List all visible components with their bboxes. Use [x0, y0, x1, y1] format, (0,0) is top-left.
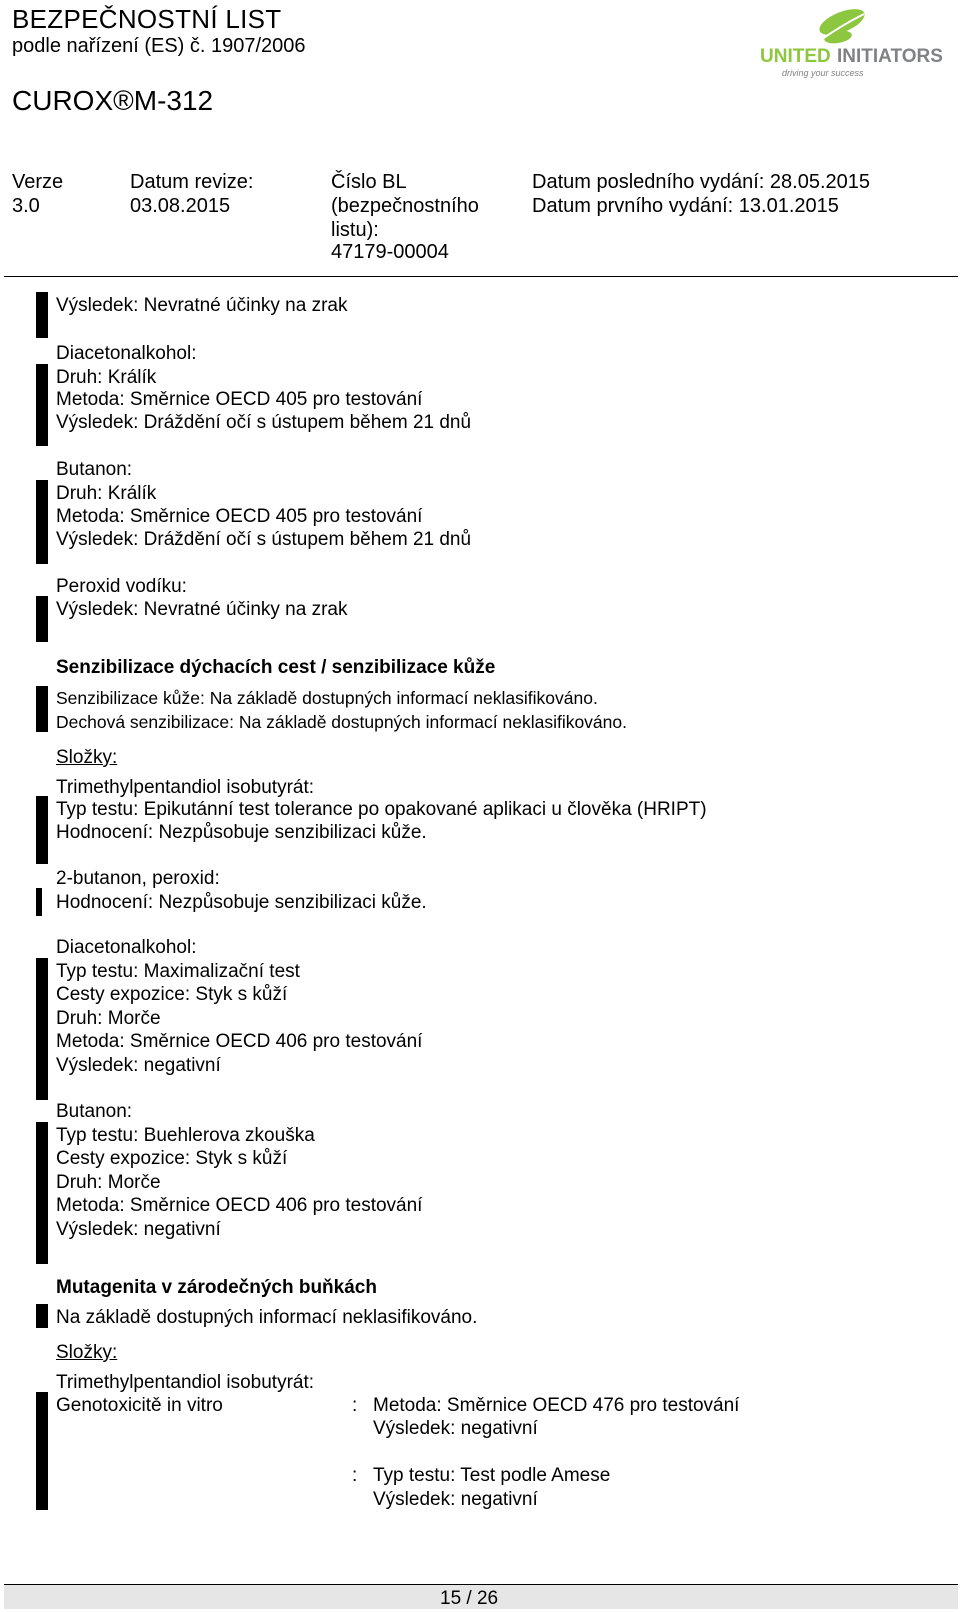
species: Druh: Morče — [56, 1172, 161, 1193]
test-type: Typ testu: Epikutánní test tolerance po opakované aplikaci u člověka (HRIPT) — [56, 799, 707, 820]
test-method: Metoda: Směrnice OECD 476 pro testování — [373, 1395, 740, 1416]
evaluation: Hodnocení: Nezpůsobuje senzibilizaci kůže. — [56, 822, 427, 843]
component-heading: Diacetonalkohol: — [56, 937, 197, 958]
revision-label: Datum revize: — [130, 171, 254, 193]
method: Metoda: Směrnice OECD 406 pro testování — [56, 1031, 423, 1052]
revision-value: 03.08.2015 — [130, 195, 231, 217]
revision-bar — [36, 1392, 48, 1510]
svg-text:driving your success: driving your success — [782, 68, 864, 78]
header-divider — [4, 276, 958, 277]
revision-bar — [36, 686, 48, 732]
svg-text:UNITED: UNITED — [760, 46, 831, 67]
sds-number-label-line2: (bezpečnostního — [331, 195, 479, 217]
revision-bar — [36, 292, 48, 338]
revision-bar — [36, 796, 48, 864]
revision-bar — [36, 1122, 48, 1264]
mutagenicity-statement: Na základě dostupných informací neklasifikováno. — [56, 1307, 478, 1328]
result: Výsledek: negativní — [56, 1055, 221, 1076]
eye-result: Výsledek: Nevratné účinky na zrak — [56, 599, 348, 620]
component-heading: Trimethylpentandiol isobutyrát: — [56, 1372, 315, 1393]
document-title: BEZPEČNOSTNÍ LIST — [12, 4, 282, 34]
first-issue-date: Datum prvního vydání: 13.01.2015 — [532, 195, 839, 217]
species: Druh: Morče — [56, 1008, 161, 1029]
result: Výsledek: negativní — [56, 1219, 221, 1240]
component-heading: 2-butanon, peroxid: — [56, 868, 220, 889]
test-result: Výsledek: negativní — [373, 1418, 538, 1439]
test-result: Výsledek: negativní — [373, 1489, 538, 1510]
eye-species: Druh: Králík — [56, 483, 157, 504]
sds-number-label: Číslo BL — [331, 171, 407, 193]
field-separator: : — [352, 1465, 358, 1486]
eye-result: Výsledek: Dráždění očí s ústupem během 21 dnů — [56, 529, 472, 550]
method: Metoda: Směrnice OECD 406 pro testování — [56, 1195, 423, 1216]
revision-bar — [36, 1304, 48, 1328]
component-heading: Butanon: — [56, 459, 133, 480]
section-heading: Senzibilizace dýchacích cest / senzibilizace kůže — [56, 657, 496, 678]
company-logo — [760, 6, 950, 78]
evaluation: Hodnocení: Nezpůsobuje senzibilizaci kůže. — [56, 892, 427, 913]
revision-bar — [36, 364, 48, 446]
revision-bar — [36, 888, 42, 916]
respiratory-sensitization: Dechová senzibilizace: Na základě dostupných informací neklasifikováno. — [56, 712, 627, 732]
test-type: Typ testu: Maximalizační test — [56, 961, 300, 982]
eye-method: Metoda: Směrnice OECD 405 pro testování — [56, 506, 423, 527]
eye-method: Metoda: Směrnice OECD 405 pro testování — [56, 389, 423, 410]
revision-bar — [36, 480, 48, 564]
components-label: Složky: — [56, 747, 118, 768]
component-heading: Butanon: — [56, 1101, 133, 1122]
component-heading: Trimethylpentandiol isobutyrát: — [56, 777, 315, 798]
last-issue-date: Datum posledního vydání: 28.05.2015 — [532, 171, 871, 193]
section-heading: Mutagenita v zárodečných buňkách — [56, 1277, 377, 1298]
exposure-route: Cesty expozice: Styk s kůží — [56, 984, 288, 1005]
eye-species: Druh: Králík — [56, 367, 157, 388]
revision-bar — [36, 596, 48, 642]
exposure-route: Cesty expozice: Styk s kůží — [56, 1148, 288, 1169]
eye-result: Výsledek: Nevratné účinky na zrak — [56, 295, 348, 316]
sds-number-label-line3: listu): — [331, 219, 379, 241]
version-label: Verze — [12, 171, 64, 193]
logo-leaf-icon — [760, 6, 950, 78]
genotoxicity-label: Genotoxicitě in vitro — [56, 1395, 223, 1416]
revision-bar — [36, 958, 48, 1100]
test-type: Typ testu: Test podle Amese — [373, 1465, 611, 1486]
component-heading: Diacetonalkohol: — [56, 343, 197, 364]
page-number: 15 / 26 — [440, 1588, 499, 1609]
svg-text:INITIATORS: INITIATORS — [837, 46, 943, 67]
skin-sensitization: Senzibilizace kůže: Na základě dostupných informací neklasifikováno. — [56, 688, 598, 708]
product-name: CUROX®M-312 — [12, 85, 214, 116]
test-type: Typ testu: Buehlerova zkouška — [56, 1125, 315, 1146]
components-label: Složky: — [56, 1342, 118, 1363]
regulation-reference: podle nařízení (ES) č. 1907/2006 — [12, 35, 306, 57]
component-heading: Peroxid vodíku: — [56, 576, 187, 597]
version-value: 3.0 — [12, 195, 40, 217]
field-separator: : — [352, 1395, 358, 1416]
eye-result: Výsledek: Dráždění očí s ústupem během 21 dnů — [56, 412, 472, 433]
sds-number-value: 47179-00004 — [331, 241, 449, 263]
